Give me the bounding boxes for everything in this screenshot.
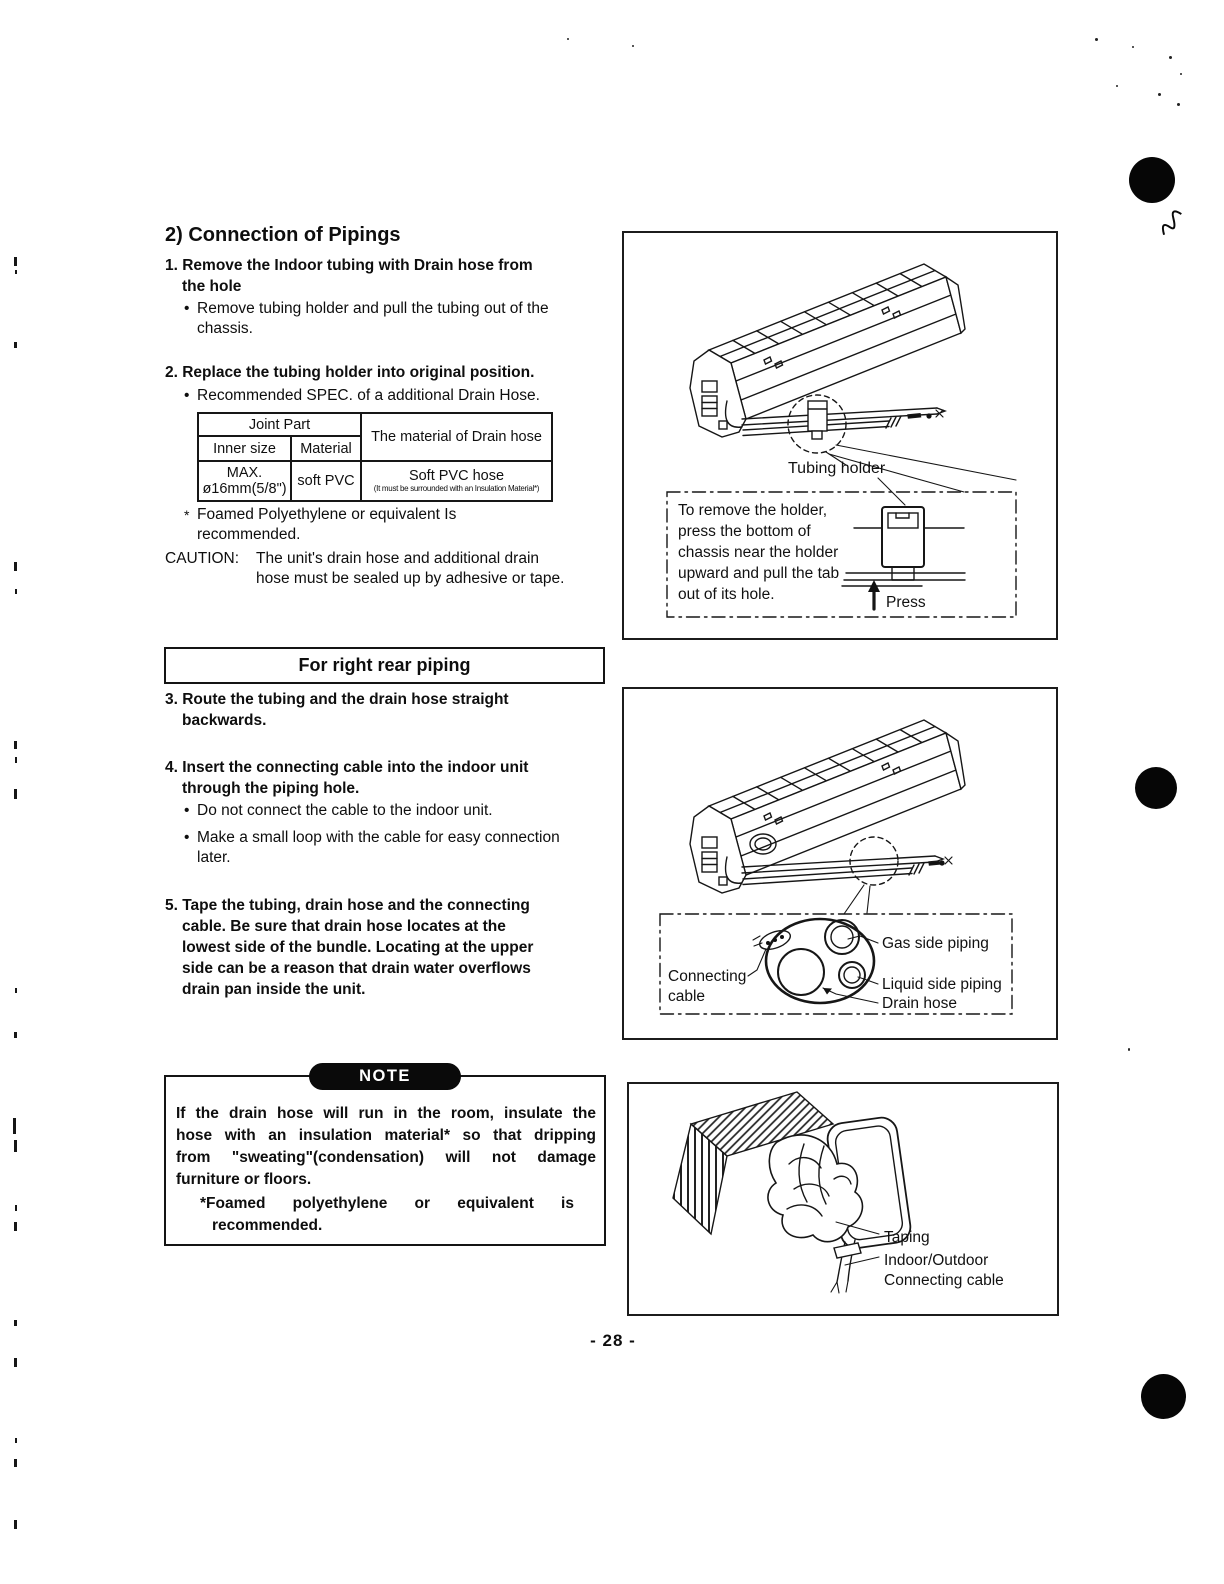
text-line: 2. Replace the tubing holder into original position. — [165, 364, 535, 381]
table-cell-inner-size — [198, 461, 291, 501]
inset-text-line: out of its hole. — [678, 586, 775, 603]
liquid-side-piping-label: Liquid side piping — [882, 976, 1002, 993]
scan-speck — [1128, 1048, 1130, 1051]
text-line: Make a small loop with the cable for easy connection — [197, 829, 560, 846]
text-line: 1. Remove the Indoor tubing with Drain hose from — [165, 257, 533, 274]
scan-tick — [14, 1358, 17, 1367]
hanging-cable — [831, 1240, 861, 1293]
scan-hole-dot — [1135, 767, 1177, 809]
scan-tick — [14, 342, 17, 348]
connecting-cable-label: Connecting — [668, 968, 747, 985]
figure-remove-tubing — [622, 231, 1058, 640]
scan-tick — [14, 1222, 17, 1231]
table-cell-material: soft PVC — [291, 461, 361, 501]
text-line: If the drain hose will run in the room, insulate the — [176, 1105, 596, 1122]
text-line: Foamed Polyethylene or equivalent Is — [197, 506, 457, 523]
scan-tick — [14, 257, 17, 266]
page-number: - 28 - — [590, 1331, 636, 1350]
text-line: hose with an insulation material* so that dripping — [176, 1127, 596, 1144]
scan-hole-dot — [1129, 157, 1175, 203]
bullet-glyph: • — [184, 829, 190, 846]
scan-tick — [15, 270, 17, 274]
text-line: the hole — [182, 278, 242, 295]
text-line: Do not connect the cable to the indoor unit. — [197, 802, 493, 819]
inset-text-line: press the bottom of — [678, 523, 811, 540]
indoor-outdoor-cable-label: Indoor/Outdoor — [884, 1252, 989, 1269]
text-line: backwards. — [182, 712, 267, 729]
step1-bullet — [184, 299, 604, 339]
text-line: The unit's drain hose and additional drain — [256, 550, 540, 567]
text-line: through the piping hole. — [182, 780, 360, 797]
inset-text-line: To remove the holder, — [678, 502, 828, 519]
banner-label: For right rear piping — [298, 655, 471, 675]
text-line: Soft PVC hose — [408, 468, 505, 484]
step1-title — [165, 255, 610, 297]
scan-tick — [15, 589, 17, 594]
text-line: cable. Be sure that drain hose locates at the — [182, 918, 506, 935]
scan-speck — [1116, 85, 1118, 87]
note-footnote — [166, 1191, 604, 1237]
text-line: MAX. — [226, 465, 263, 481]
scan-speck — [1177, 103, 1180, 106]
scan-tick — [13, 1118, 16, 1134]
note-box — [164, 1067, 606, 1246]
bundle-cross-section-inset — [660, 914, 1012, 1014]
scan-speck — [567, 38, 569, 40]
table-cell-drain-hose — [361, 461, 552, 501]
gas-side-piping-label: Gas side piping — [882, 935, 989, 952]
scan-speck — [632, 45, 634, 47]
text-line: hose must be sealed up by adhesive or tape. — [256, 570, 565, 587]
scan-tick — [14, 1032, 17, 1038]
text-line: drain pan inside the unit. — [182, 981, 366, 998]
scan-squiggle — [1150, 198, 1186, 240]
taping-label: Taping — [884, 1229, 930, 1246]
text-line: side can be a reason that drain water overflows — [182, 960, 531, 977]
scan-tick — [14, 1140, 17, 1152]
scan-tick — [15, 757, 17, 763]
text-line: recommended. — [212, 1217, 323, 1234]
scan-tick — [14, 1520, 17, 1529]
table-header-drain-material: The material of Drain hose — [361, 413, 552, 461]
scan-speck — [1132, 46, 1134, 48]
step4-bullet-2 — [184, 828, 609, 868]
bullet-glyph: • — [184, 802, 190, 819]
scan-tick — [14, 1459, 17, 1467]
scan-tick — [14, 1320, 17, 1326]
text-line: Remove tubing holder and pull the tubing out of the — [197, 300, 549, 317]
text-line: later. — [197, 849, 231, 866]
text-line: from "sweating"(condensation) will not damage — [176, 1149, 596, 1166]
caution-note — [165, 549, 610, 589]
step3-title — [165, 689, 610, 731]
bullet-glyph: • — [184, 387, 190, 404]
drain-hose-spec-table — [197, 412, 553, 502]
table-header-joint-part: Joint Part — [198, 413, 361, 436]
scan-hole-dot — [1141, 1374, 1186, 1419]
scan-speck — [1180, 73, 1182, 75]
figure-taping — [627, 1082, 1059, 1316]
asterisk-glyph: * — [184, 507, 190, 523]
caution-label: CAUTION: — [165, 550, 240, 567]
tubing-holder-label: Tubing holder — [788, 460, 886, 477]
holder-detail-drawing — [842, 507, 965, 611]
note-body — [166, 1077, 604, 1191]
press-label: Press — [886, 594, 926, 611]
table-header-material: Material — [291, 436, 361, 461]
scan-tick — [14, 562, 17, 571]
indoor-outdoor-cable-label: Connecting cable — [884, 1272, 1004, 1289]
scan-tick — [15, 1438, 17, 1443]
inset-text-line: upward and pull the tab — [678, 565, 840, 582]
step2-bullet — [184, 386, 604, 406]
step4-bullet-1 — [184, 801, 609, 821]
connecting-cable-label: cable — [668, 988, 706, 1005]
scan-speck — [1169, 56, 1172, 59]
text-line: Recommended SPEC. of a additional Drain Hose. — [197, 387, 540, 404]
holder-removal-inset — [667, 492, 1016, 617]
scan-tick — [15, 988, 17, 993]
scan-tick — [14, 789, 17, 799]
step5-title — [165, 895, 615, 1000]
text-line: chassis. — [197, 320, 253, 337]
inset-text-line: chassis near the holder — [678, 544, 839, 561]
foamed-note — [184, 505, 514, 545]
callout-leader — [844, 885, 864, 914]
callout-leader — [867, 886, 870, 913]
cable-leader — [748, 949, 766, 976]
scan-tick — [14, 741, 17, 749]
text-line: *Foamed polyethylene or equivalent is — [200, 1195, 574, 1212]
section-heading: 2) Connection of Pipings — [165, 224, 401, 246]
text-line: 3. Route the tubing and the drain hose straight — [165, 691, 509, 708]
text-line: recommended. — [197, 526, 301, 543]
step4-title — [165, 757, 610, 799]
table-header-inner-size: Inner size — [198, 436, 291, 461]
step2-title — [165, 362, 615, 383]
scan-tick — [15, 1205, 17, 1211]
right-rear-piping-banner — [164, 647, 605, 684]
text-line: ø16mm(5/8") — [202, 481, 287, 497]
table-cell-footnote: (It must be surrounded with an Insulation Material*) — [373, 484, 540, 493]
figure-right-rear-piping — [622, 687, 1058, 1040]
note-badge: NOTE — [309, 1063, 461, 1090]
text-line: furniture or floors. — [176, 1171, 312, 1188]
scan-speck — [1158, 93, 1161, 96]
drain-hose-label: Drain hose — [882, 995, 957, 1012]
text-line: 5. Tape the tubing, drain hose and the connecting — [165, 897, 530, 914]
text-line: lowest side of the bundle. Locating at the upper — [182, 939, 534, 956]
bullet-glyph: • — [184, 300, 190, 317]
text-line: 4. Insert the connecting cable into the indoor unit — [165, 759, 529, 776]
scan-speck — [1095, 38, 1098, 41]
